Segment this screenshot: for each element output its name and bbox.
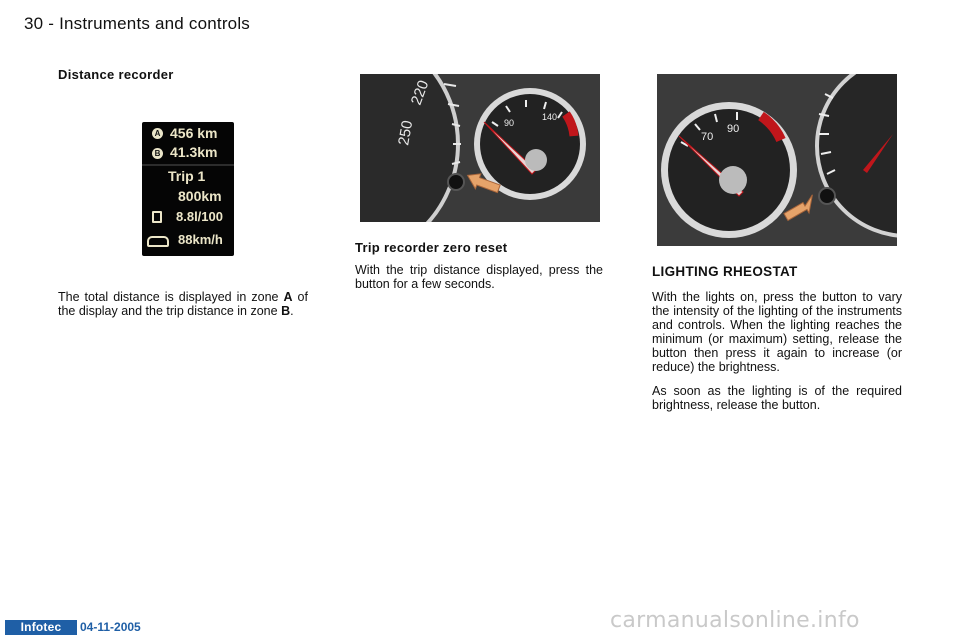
distance-text-2: of the display and the trip distance in zone bbox=[58, 290, 308, 318]
footer-date: 04-11-2005 bbox=[80, 620, 141, 634]
lighting-rheostat-title: LIGHTING RHEOSTAT bbox=[652, 264, 798, 279]
header-separator: - bbox=[48, 14, 55, 33]
infotec-logo: Infotec bbox=[5, 620, 77, 635]
distance-text-1: The total distance is displayed in zone bbox=[58, 290, 279, 304]
zone-a-value: 456 km bbox=[170, 125, 218, 141]
zone-b-value: 41.3km bbox=[170, 144, 218, 160]
page-number: 30 bbox=[24, 14, 44, 33]
distance-recorder-text bbox=[58, 290, 308, 318]
trip-distance: 800km bbox=[178, 188, 222, 204]
average-speed: 88km/h bbox=[178, 232, 223, 247]
zone-b-marker: B bbox=[152, 148, 163, 159]
zone-b-ref: B bbox=[281, 304, 291, 318]
display-separator bbox=[142, 164, 234, 166]
zone-a-marker: A bbox=[152, 128, 163, 139]
trip-reset-text: With the trip distance displayed, press the button for a few seconds. bbox=[355, 263, 603, 291]
speedo-label-220: 220 bbox=[407, 78, 433, 108]
gauge-label-70: 70 bbox=[701, 131, 714, 143]
trip-reset-title: Trip recorder zero reset bbox=[355, 240, 508, 255]
trip-reset-photo bbox=[360, 74, 600, 222]
lighting-text-2: As soon as the lighting is of the required brightness, release the button. bbox=[652, 384, 902, 412]
distance-recorder-title: Distance recorder bbox=[58, 67, 174, 82]
speedo-label-250: 250 bbox=[395, 119, 417, 147]
distance-text-end: . bbox=[290, 304, 294, 318]
fuel-pump-icon bbox=[152, 211, 162, 223]
car-speed-icon bbox=[147, 236, 169, 247]
lighting-rheostat-photo bbox=[657, 74, 897, 246]
site-watermark: carmanualsonline.info bbox=[610, 608, 860, 633]
trip-label: Trip 1 bbox=[168, 168, 206, 184]
trip-computer-display bbox=[142, 122, 234, 256]
fuel-consumption: 8.8l/100 bbox=[176, 209, 223, 224]
lighting-text-1: With the lights on, press the button to vary the intensity of the lighting of the instruments and controls. When the lighting reaches the minimum (or maximum) setting, release the button then press it again to increase (or reduce) the brightness. bbox=[652, 290, 902, 374]
page-header bbox=[24, 14, 250, 34]
page-title: Instruments and controls bbox=[59, 14, 251, 33]
gauge-label-90: 90 bbox=[727, 123, 740, 135]
zone-a-ref: A bbox=[283, 290, 293, 304]
temp-label-90: 90 bbox=[504, 118, 515, 128]
temp-label-140: 140 bbox=[542, 112, 558, 122]
